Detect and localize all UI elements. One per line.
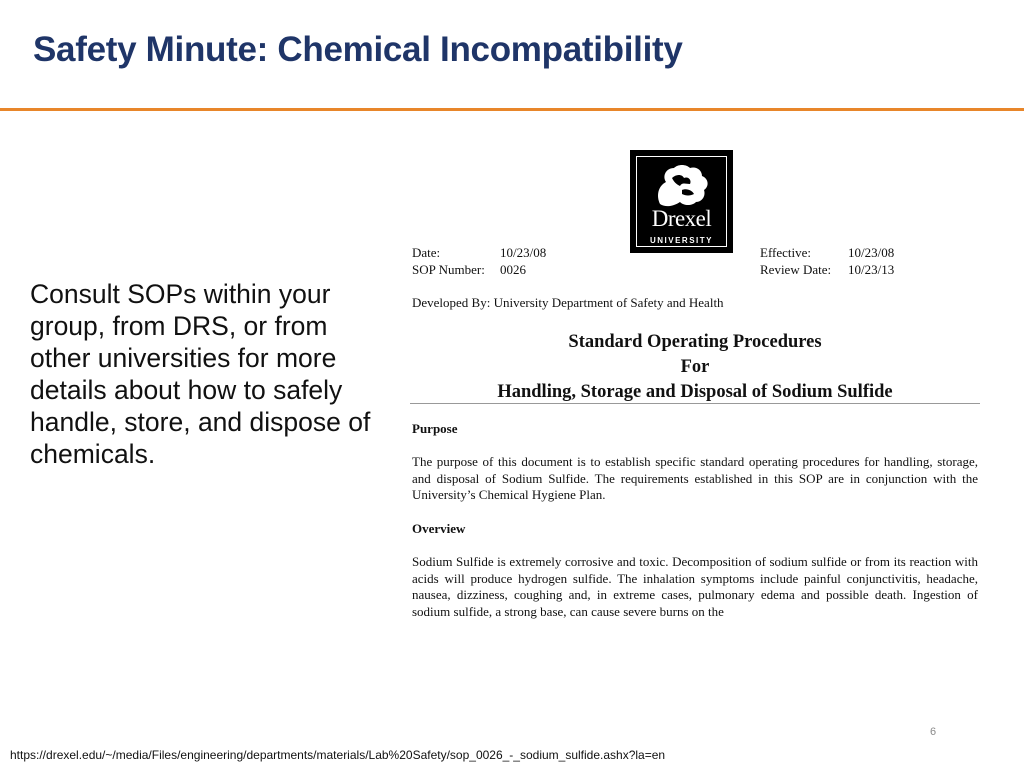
overview-heading: Overview <box>412 521 466 536</box>
page-number: 6 <box>930 726 937 738</box>
sop-title <box>400 330 990 405</box>
sop-effective-row <box>760 244 894 261</box>
date-label: Date: <box>412 245 441 260</box>
slide-title: Safety Minute: Chemical Incompatibility <box>33 30 683 69</box>
dragon-icon <box>652 160 712 208</box>
effective-value: 10/23/08 <box>848 245 895 260</box>
sop-title-divider <box>410 403 980 404</box>
developed-by: Developed By: University Department of Safety and Health <box>412 295 724 310</box>
date-value: 10/23/08 <box>500 245 547 260</box>
sop-date-row <box>412 244 546 261</box>
logo-name: Drexel <box>651 206 712 231</box>
sop-review-row <box>760 261 894 278</box>
sop-title-line-1: Standard Operating Procedures <box>568 332 822 352</box>
sop-title-line-2: For <box>680 357 710 377</box>
sop-document-image <box>400 150 990 630</box>
review-label: Review Date: <box>760 262 832 277</box>
sop-number-row <box>412 261 526 278</box>
title-divider <box>0 108 1024 111</box>
review-value: 10/23/13 <box>848 262 895 277</box>
logo-subtitle: UNIVERSITY <box>649 236 713 245</box>
sop-number-label: SOP Number: <box>412 262 485 277</box>
drexel-logo <box>630 150 733 253</box>
sop-title-line-3: Handling, Storage and Disposal of Sodium Sulfide <box>497 382 893 402</box>
source-url: https://drexel.edu/~/media/Files/engineering/departments/materials/Lab%20Safety/sop_0026_-_sodium_sulfide.ashx?la=en <box>10 748 666 762</box>
effective-label: Effective: <box>760 245 812 260</box>
slide-body-text: Consult SOPs within your group, from DRS, or from other universities for more details about how to safely handle, store, and dispose of chemicals. <box>30 279 371 469</box>
overview-text: Sodium Sulfide is extremely corrosive and toxic. Decomposition of sodium sulfide or from its reaction with acids will produce hydrogen sulfide. The inhalation symptoms include painful conjunctivitis, headache, nausea, dizziness, coughing and, in extreme cases, pulmonary edema and possible death. Ingestion of sodium sulfide, a strong base, can cause severe burns on the <box>412 554 978 619</box>
purpose-heading: Purpose <box>412 421 458 436</box>
sop-number-value: 0026 <box>500 262 526 277</box>
purpose-text: The purpose of this document is to establish specific standard operating procedures for handling, storage, and disposal of Sodium Sulfide. The requirements established in this SOP are in conjunction with the University’s Chemical Hygiene Plan. <box>412 454 978 502</box>
